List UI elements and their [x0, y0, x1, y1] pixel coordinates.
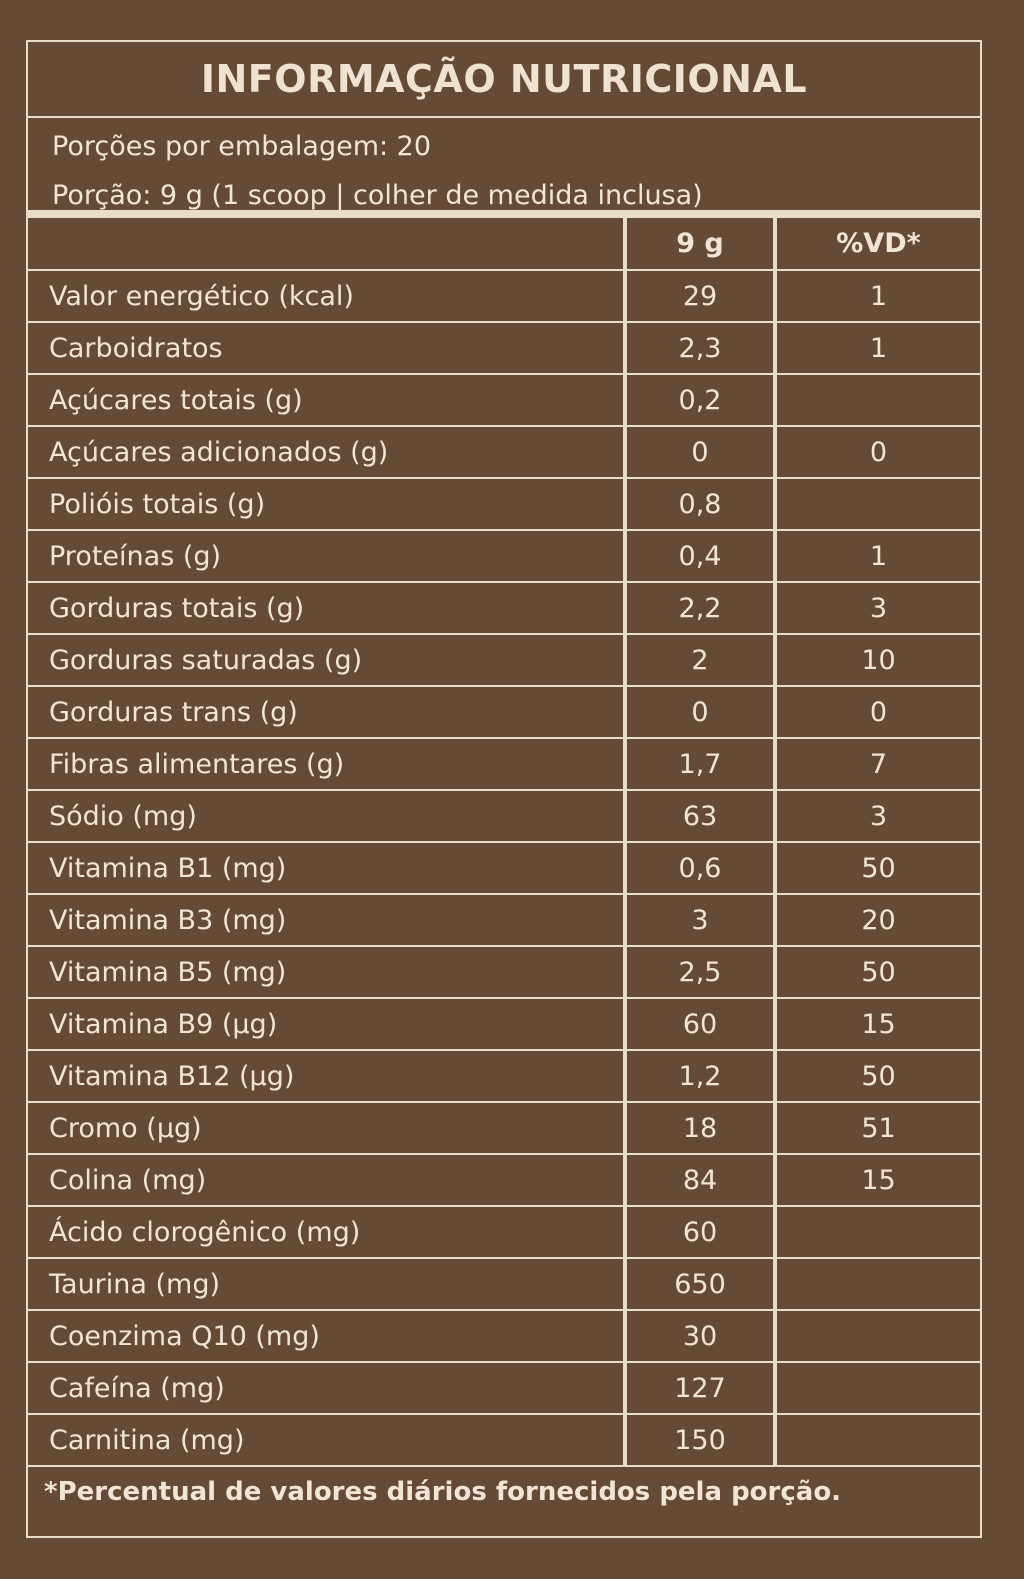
nutrient-daily-value — [775, 1362, 980, 1414]
table-row — [28, 1258, 980, 1310]
table-body — [28, 270, 980, 1466]
table-row — [28, 1310, 980, 1362]
header-daily-value: %VD* — [775, 218, 980, 270]
nutrient-daily-value: 50 — [775, 1050, 980, 1102]
table-row — [28, 686, 980, 738]
nutrition-title: INFORMAÇÃO NUTRICIONAL — [28, 42, 980, 118]
nutrient-daily-value — [775, 1258, 980, 1310]
nutrient-name: Sódio (mg) — [28, 790, 625, 842]
nutrient-amount: 3 — [625, 894, 775, 946]
table-row — [28, 1362, 980, 1414]
nutrient-name: Colina (mg) — [28, 1154, 625, 1206]
nutrient-name: Gorduras totais (g) — [28, 582, 625, 634]
nutrient-amount: 84 — [625, 1154, 775, 1206]
nutrition-table — [28, 218, 980, 1467]
nutrient-name: Polióis totais (g) — [28, 478, 625, 530]
table-row — [28, 478, 980, 530]
footnote: *Percentual de valores diários fornecidos pela porção. — [44, 1477, 842, 1507]
nutrient-amount: 0,4 — [625, 530, 775, 582]
nutrient-amount: 2,3 — [625, 322, 775, 374]
table-row — [28, 1102, 980, 1154]
nutrient-name: Cafeína (mg) — [28, 1362, 625, 1414]
nutrient-amount: 0 — [625, 686, 775, 738]
nutrient-daily-value — [775, 1414, 980, 1466]
nutrient-name: Vitamina B1 (mg) — [28, 842, 625, 894]
table-row — [28, 946, 980, 998]
nutrient-name: Vitamina B12 (µg) — [28, 1050, 625, 1102]
nutrition-facts-panel — [26, 40, 982, 1538]
nutrient-name: Carnitina (mg) — [28, 1414, 625, 1466]
nutrient-name: Açúcares totais (g) — [28, 374, 625, 426]
nutrient-amount: 29 — [625, 270, 775, 322]
nutrient-name: Proteínas (g) — [28, 530, 625, 582]
table-row — [28, 1154, 980, 1206]
table-row — [28, 530, 980, 582]
nutrient-amount: 18 — [625, 1102, 775, 1154]
nutrient-daily-value: 51 — [775, 1102, 980, 1154]
nutrient-amount: 0,2 — [625, 374, 775, 426]
nutrient-amount: 63 — [625, 790, 775, 842]
nutrient-amount: 0 — [625, 426, 775, 478]
nutrient-name: Vitamina B5 (mg) — [28, 946, 625, 998]
nutrient-name: Ácido clorogênico (mg) — [28, 1206, 625, 1258]
table-row — [28, 1050, 980, 1102]
nutrient-amount: 150 — [625, 1414, 775, 1466]
nutrient-name: Açúcares adicionados (g) — [28, 426, 625, 478]
nutrient-amount: 2,2 — [625, 582, 775, 634]
nutrient-daily-value: 50 — [775, 946, 980, 998]
nutrient-daily-value — [775, 478, 980, 530]
nutrient-name: Vitamina B9 (µg) — [28, 998, 625, 1050]
table-row — [28, 634, 980, 686]
table-row — [28, 270, 980, 322]
table-row — [28, 842, 980, 894]
nutrient-daily-value: 7 — [775, 738, 980, 790]
header-nutrient — [28, 218, 625, 270]
nutrient-daily-value: 3 — [775, 582, 980, 634]
nutrient-daily-value: 50 — [775, 842, 980, 894]
nutrient-daily-value — [775, 374, 980, 426]
nutrient-daily-value: 0 — [775, 426, 980, 478]
nutrient-name: Carboidratos — [28, 322, 625, 374]
nutrient-name: Taurina (mg) — [28, 1258, 625, 1310]
nutrient-amount: 127 — [625, 1362, 775, 1414]
table-row — [28, 1206, 980, 1258]
nutrient-daily-value: 15 — [775, 998, 980, 1050]
nutrient-name: Coenzima Q10 (mg) — [28, 1310, 625, 1362]
serving-info — [28, 118, 980, 218]
nutrient-amount: 0,6 — [625, 842, 775, 894]
nutrient-daily-value: 20 — [775, 894, 980, 946]
servings-per-package: Porções por embalagem: 20 — [52, 131, 432, 162]
nutrient-daily-value — [775, 1206, 980, 1258]
nutrient-amount: 1,7 — [625, 738, 775, 790]
table-row — [28, 1414, 980, 1466]
nutrient-name: Cromo (µg) — [28, 1102, 625, 1154]
nutrient-name: Gorduras trans (g) — [28, 686, 625, 738]
table-row — [28, 998, 980, 1050]
serving-size: Porção: 9 g (1 scoop | colher de medida inclusa) — [52, 180, 703, 211]
nutrient-name: Vitamina B3 (mg) — [28, 894, 625, 946]
header-amount: 9 g — [625, 218, 775, 270]
nutrient-daily-value: 3 — [775, 790, 980, 842]
nutrient-amount: 650 — [625, 1258, 775, 1310]
nutrient-name: Gorduras saturadas (g) — [28, 634, 625, 686]
nutrient-daily-value: 1 — [775, 530, 980, 582]
table-row — [28, 738, 980, 790]
table-row — [28, 582, 980, 634]
nutrient-amount: 2 — [625, 634, 775, 686]
nutrient-amount: 0,8 — [625, 478, 775, 530]
nutrient-daily-value — [775, 1310, 980, 1362]
nutrient-amount: 2,5 — [625, 946, 775, 998]
nutrient-amount: 1,2 — [625, 1050, 775, 1102]
nutrient-daily-value: 1 — [775, 322, 980, 374]
table-row — [28, 374, 980, 426]
table-row — [28, 790, 980, 842]
nutrient-daily-value: 15 — [775, 1154, 980, 1206]
nutrient-daily-value: 1 — [775, 270, 980, 322]
nutrient-amount: 30 — [625, 1310, 775, 1362]
table-row — [28, 426, 980, 478]
nutrient-daily-value: 10 — [775, 634, 980, 686]
nutrient-amount: 60 — [625, 998, 775, 1050]
nutrient-name: Fibras alimentares (g) — [28, 738, 625, 790]
nutrient-daily-value: 0 — [775, 686, 980, 738]
table-row — [28, 894, 980, 946]
table-header-row — [28, 218, 980, 270]
table-row — [28, 322, 980, 374]
nutrient-amount: 60 — [625, 1206, 775, 1258]
nutrient-name: Valor energético (kcal) — [28, 270, 625, 322]
